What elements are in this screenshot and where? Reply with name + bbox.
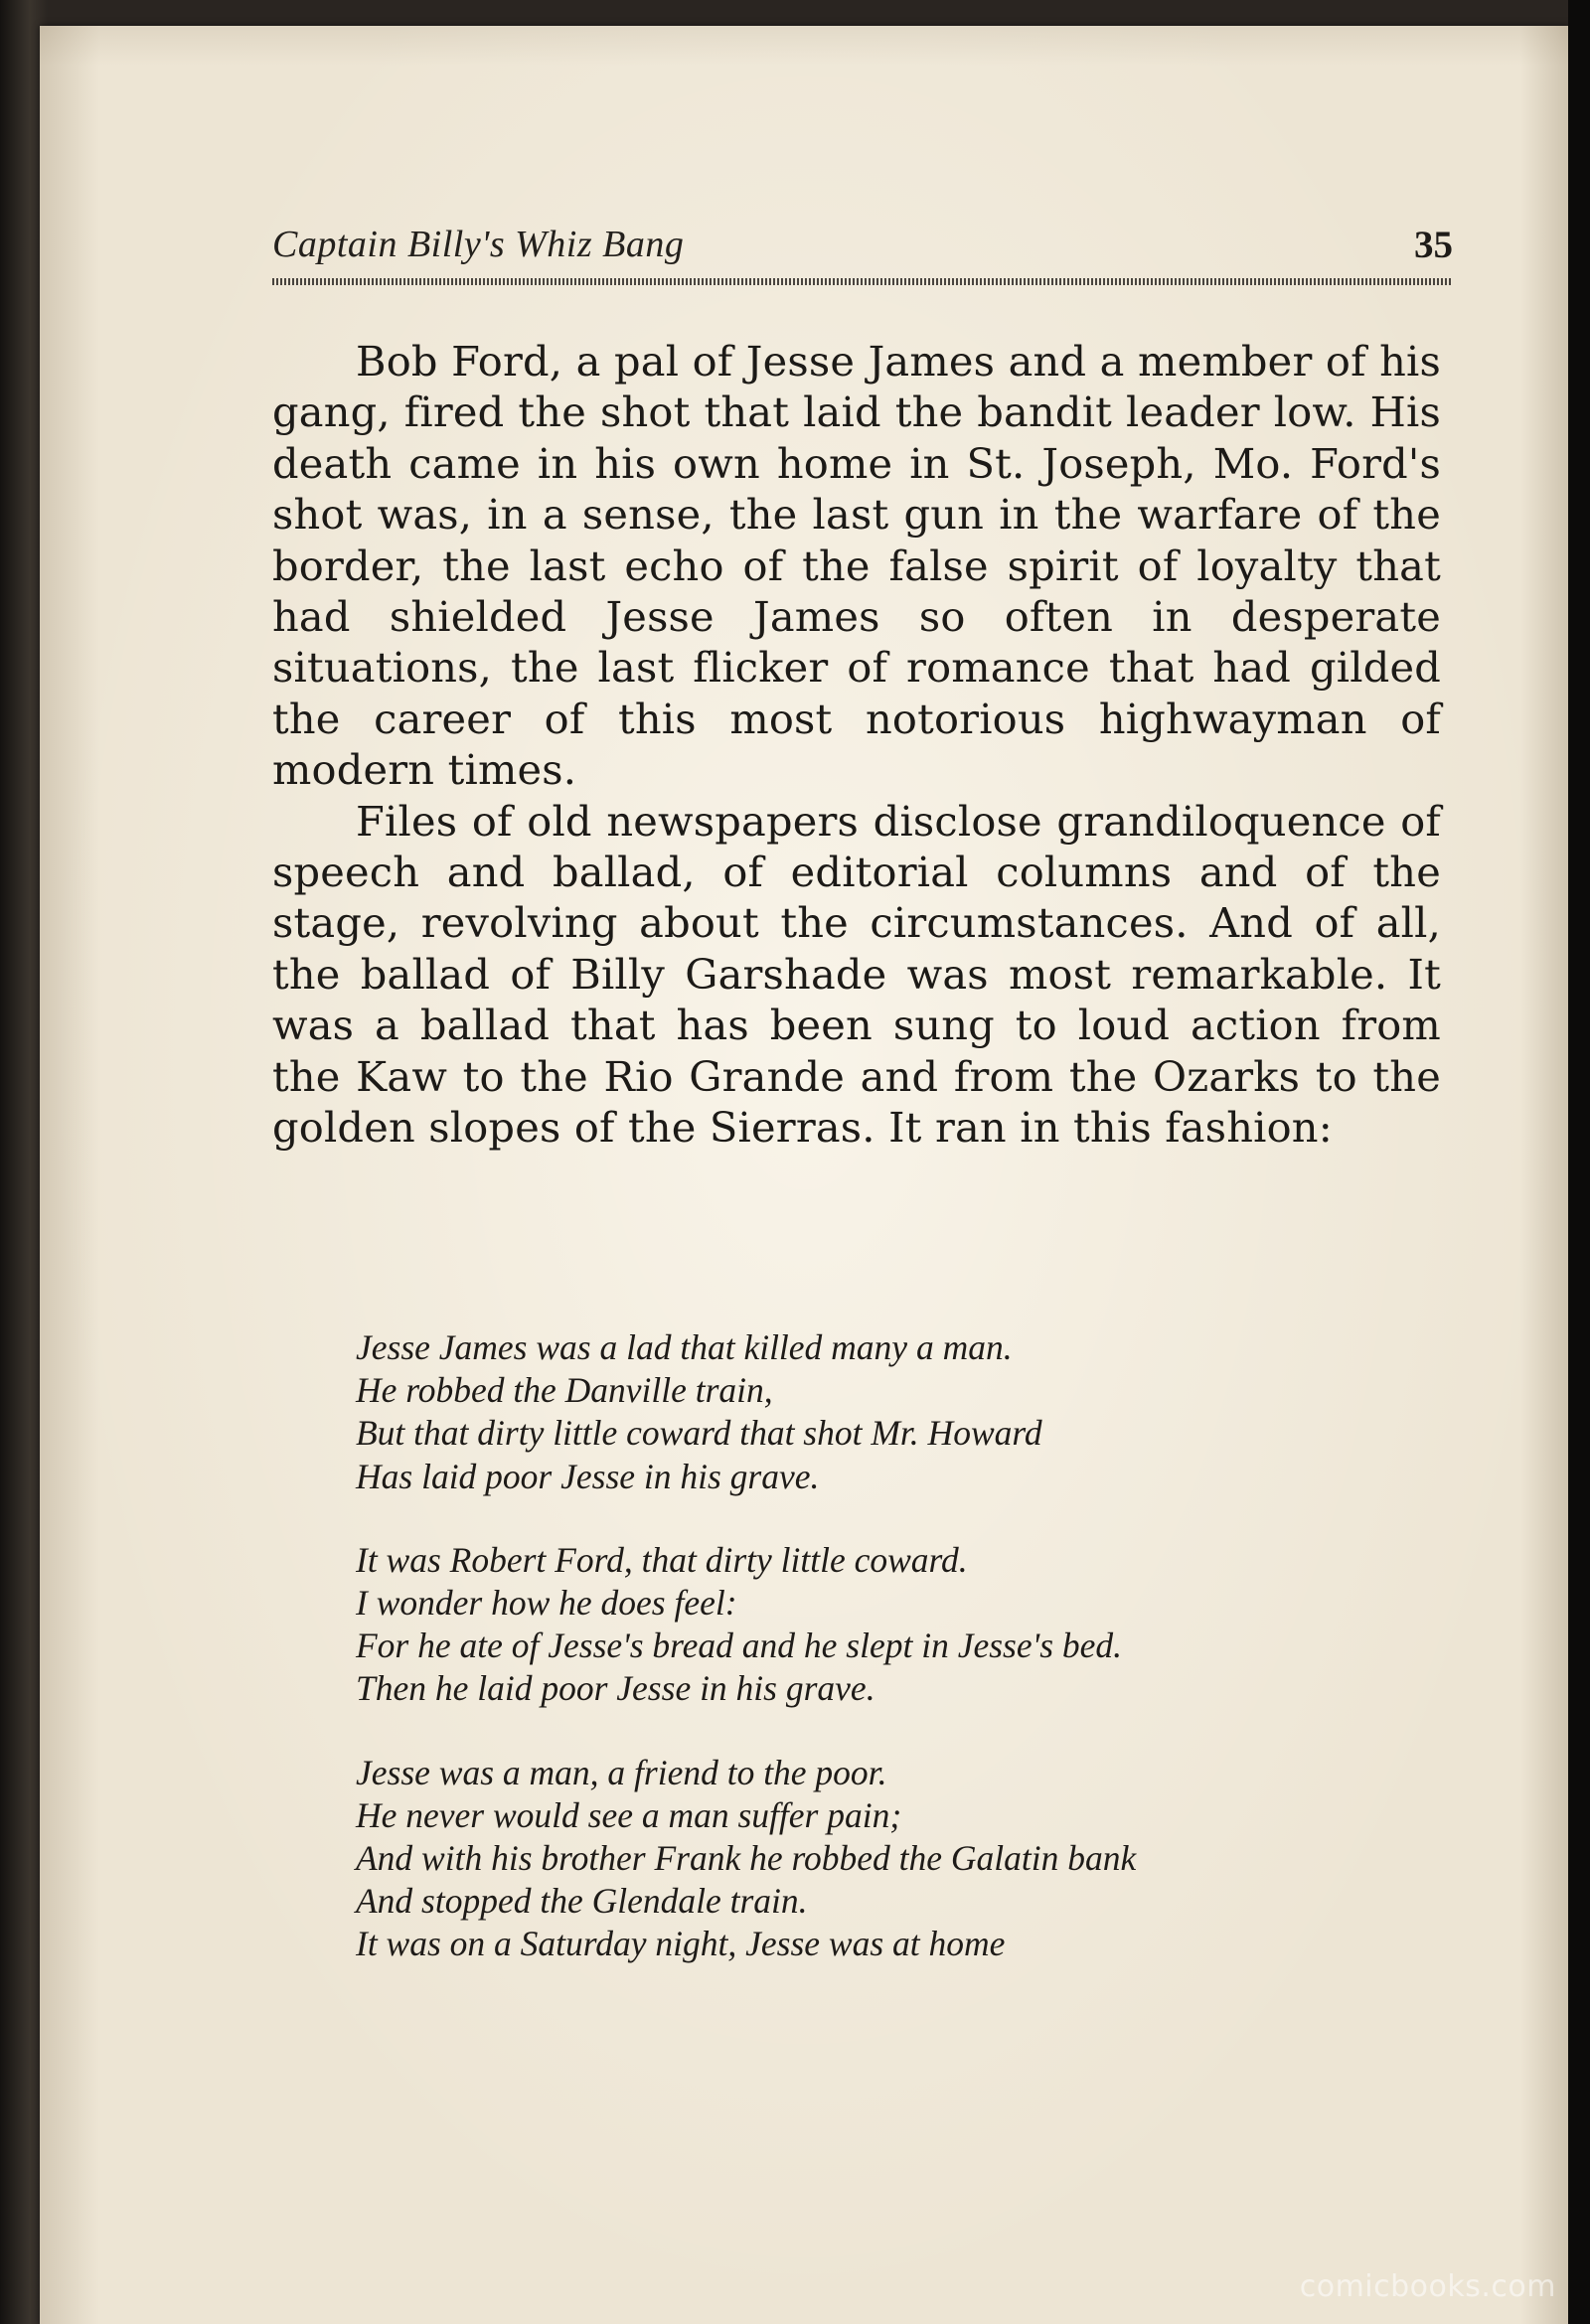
verse-line: Jesse was a man, a friend to the poor. (356, 1752, 887, 1792)
verse-line: Jesse James was a lad that killed many a man. (356, 1327, 1013, 1367)
verse-line: For he ate of Jesse's bread and he slept in Jesse's bed. (356, 1626, 1123, 1666)
running-head-title: Captain Billy's Whiz Bang (272, 224, 685, 265)
verse-line: Then he laid poor Jesse in his grave. (356, 1668, 875, 1709)
running-header (272, 223, 1453, 272)
verse-line: He robbed the Danville train, (356, 1370, 773, 1411)
ballad (356, 1326, 1429, 2007)
verse-line: It was on a Saturday night, Jesse was at home (356, 1924, 1006, 1964)
verse-line: I wonder how he does feel: (356, 1583, 737, 1624)
paragraph: Bob Ford, a pal of Jesse James and a member of his gang, fired the shot that laid the bandit leader low. His death came in his own home in St. Joseph, Mo. Ford's shot was, in a sense, the last gun in the warfare of the border, the last echo of the false spirit of loyalty that had shielded Jesse James so often in desperate situations, the last flicker of romance that had gilded the career of this most notorious highwayman of modern times. (272, 337, 1441, 795)
stanza (356, 1326, 1429, 1498)
stanza (356, 1539, 1429, 1711)
verse-line: And stopped the Glendale train. (356, 1881, 808, 1922)
watermark: comicbooks.com (1299, 2269, 1556, 2304)
body-text (272, 336, 1441, 1154)
stanza (356, 1752, 1429, 1966)
verse-line: He never would see a man suffer pain; (356, 1794, 902, 1835)
verse-line: It was Robert Ford, that dirty little coward. (356, 1539, 968, 1580)
paragraph: Files of old newspapers disclose grandiloquence of speech and ballad, of editorial columns and of the stage, revolving about the circumstances. And of all, the ballad of Billy Garshade was most remarkable. It was a ballad that has been sung to loud action from the Kaw to the Rio Grande and from the Ozarks to the golden slopes of the Sierras. It ran in this fashion: (272, 796, 1441, 1153)
verse-line: Has laid poor Jesse in his grave. (356, 1456, 820, 1496)
page-edge-shadow (1568, 0, 1590, 2324)
header-rule (272, 278, 1453, 285)
verse-line: And with his brother Frank he robbed the Galatin bank (356, 1838, 1137, 1879)
page-number: 35 (1414, 224, 1453, 266)
verse-line: But that dirty little coward that shot Mr. Howard (356, 1413, 1042, 1454)
